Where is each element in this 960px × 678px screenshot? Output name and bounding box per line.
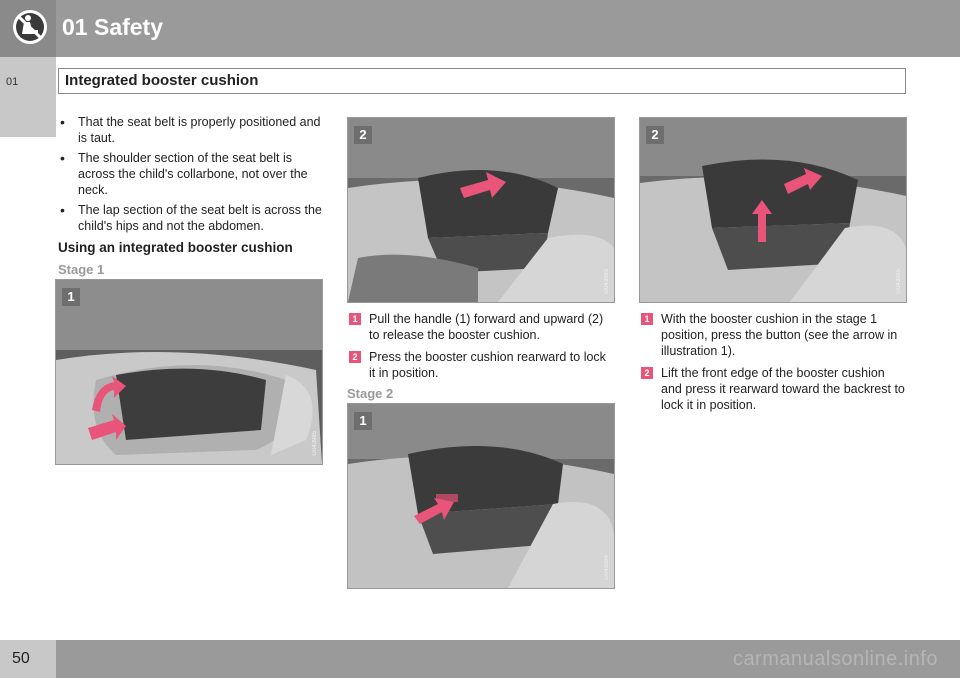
figure-stage1-lock [347,117,615,303]
step-text: Pull the handle (1) forward and upward (2) to release the booster cushion. [369,312,604,342]
chapter-header [0,0,960,57]
step-number-badge: 2 [641,367,653,379]
figure-stage2-lift-lock [639,117,907,303]
seat-illustration [56,280,322,464]
figure-badge: 2 [354,126,372,144]
child-seat-icon [0,0,56,57]
step-item [347,349,615,381]
step-number-badge: 1 [641,313,653,325]
step-text: Lift the front edge of the booster cushion and press it rearward toward the backrest to lock it in position. [661,366,905,412]
step-text: With the booster cushion in the stage 1 position, press the button (see the arrow in illustration 1). [661,312,898,358]
step-text: Press the booster cushion rearward to lock it in position. [369,350,606,380]
watermark: carmanualsonline.info [732,648,938,670]
checklist-bullets [58,114,322,238]
seat-illustration [348,118,614,302]
step-item [639,311,909,359]
section-title: Integrated booster cushion [65,72,259,89]
header-icon-block [0,0,56,57]
figure-code: G043985 [312,431,318,456]
chapter-side-number: 01 [6,76,19,88]
using-heading: Using an integrated booster cushion [58,240,293,255]
figure-stage1-release [55,279,323,465]
step-number-badge: 1 [349,313,361,325]
seat-illustration [348,404,614,588]
section-title-bar [58,68,906,94]
stage-2-label: Stage 2 [347,386,394,401]
step-number-badge: 2 [349,351,361,363]
stage1-steps [347,311,615,387]
chapter-title: 01 Safety [62,14,164,40]
figure-code: G043984 [604,555,610,580]
page-number: 50 [12,650,30,667]
figure-badge: 1 [62,288,80,306]
page-footer [0,640,960,678]
figure-badge: 2 [646,126,664,144]
footer-page-block [0,640,56,678]
stage-1-label: Stage 1 [58,262,105,277]
bullet-item: • The lap section of the seat belt is across the child's hips and not the abdomen. [58,202,322,234]
figure-code: G043983 [604,269,610,294]
seat-illustration [640,118,906,302]
step-item [639,365,909,413]
step-item [347,311,615,343]
bullet-item: • That the seat belt is properly positioned and is taut. [58,114,322,146]
stage2-steps [639,311,909,419]
bullet-item: • The shoulder section of the seat belt is across the child's collarbone, not over the neck. [58,150,322,198]
figure-stage2-press-button [347,403,615,589]
chapter-side-tab [0,57,56,137]
figure-badge: 1 [354,412,372,430]
figure-code: G043985 [896,269,902,294]
